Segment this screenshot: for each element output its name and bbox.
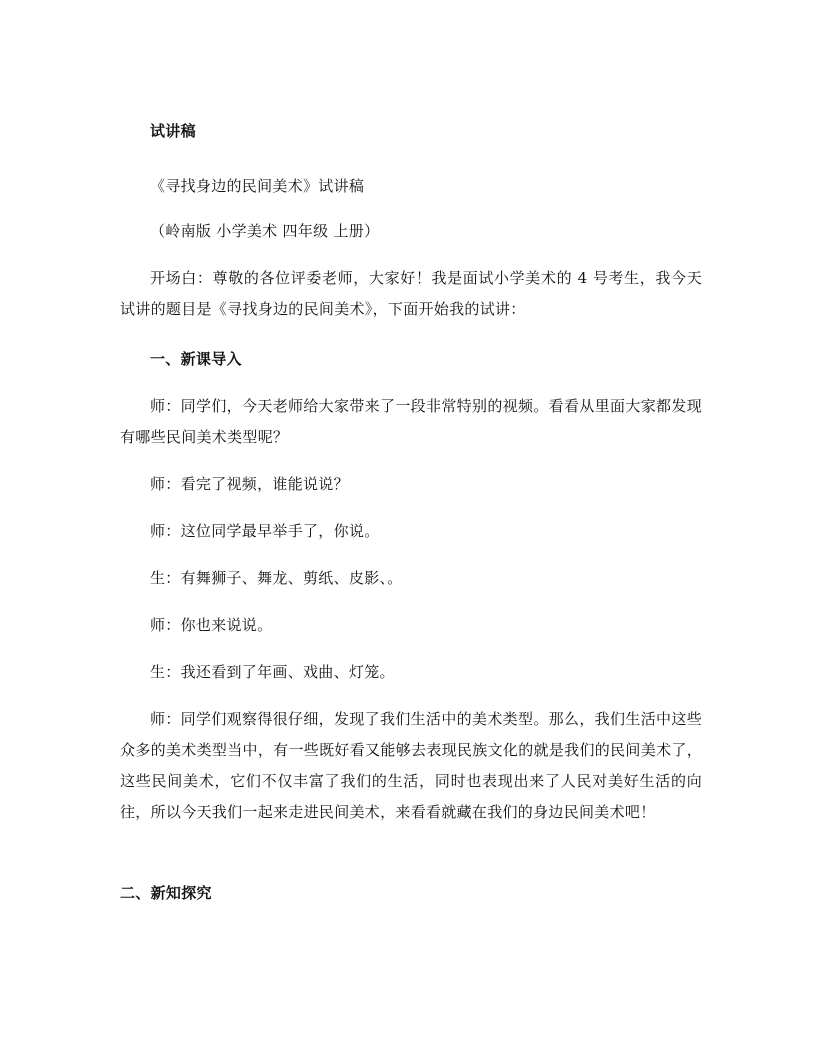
paragraph-student-answer1: 生：有舞狮子、舞龙、剪纸、皮影、。	[150, 569, 403, 587]
paragraph-teacher-next: 师：你也来说说。	[150, 616, 273, 634]
paragraph-teacher-summary: 师：同学们观察得很仔细，发现了我们生活中的美术类型。那么，我们生活中这些众多的美术类型当中，有一些既好看又能够去表现民族文化的就是我们的民间美术了，这些民间美术，它们不仅丰富了我们的生活，同时也表现出来了人民对美好生活的向往，所以今天我们一起来走进民间美术，来看看就藏在我们的身边民间美术吧！	[120, 710, 702, 821]
paragraph-teacher-ask: 师：看完了视频，谁能说说？	[150, 475, 349, 493]
paragraph-teacher-call: 师：这位同学最早举手了，你说。	[150, 522, 380, 540]
paragraph-teacher-video: 师：同学们，今天老师给大家带来了一段非常特别的视频。看看从里面大家都发现有哪些民间美术类型呢？	[120, 397, 702, 446]
section-heading-intro: 一、新课导入	[150, 350, 242, 368]
opening-paragraph: 开场白：尊敬的各位评委老师，大家好！我是面试小学美术的 4 号考生，我今天试讲的题目是《寻找身边的民间美术》，下面开始我的试讲：	[120, 269, 702, 318]
document-title: 试讲稿	[150, 122, 196, 140]
lesson-subtitle: 《寻找身边的民间美术》试讲稿	[150, 177, 365, 195]
section-heading-explore: 二、新知探究	[120, 884, 212, 902]
paragraph-student-answer2: 生：我还看到了年画、戏曲、灯笼。	[150, 663, 395, 681]
edition-info: （岭南版 小学美术 四年级 上册）	[150, 222, 380, 240]
